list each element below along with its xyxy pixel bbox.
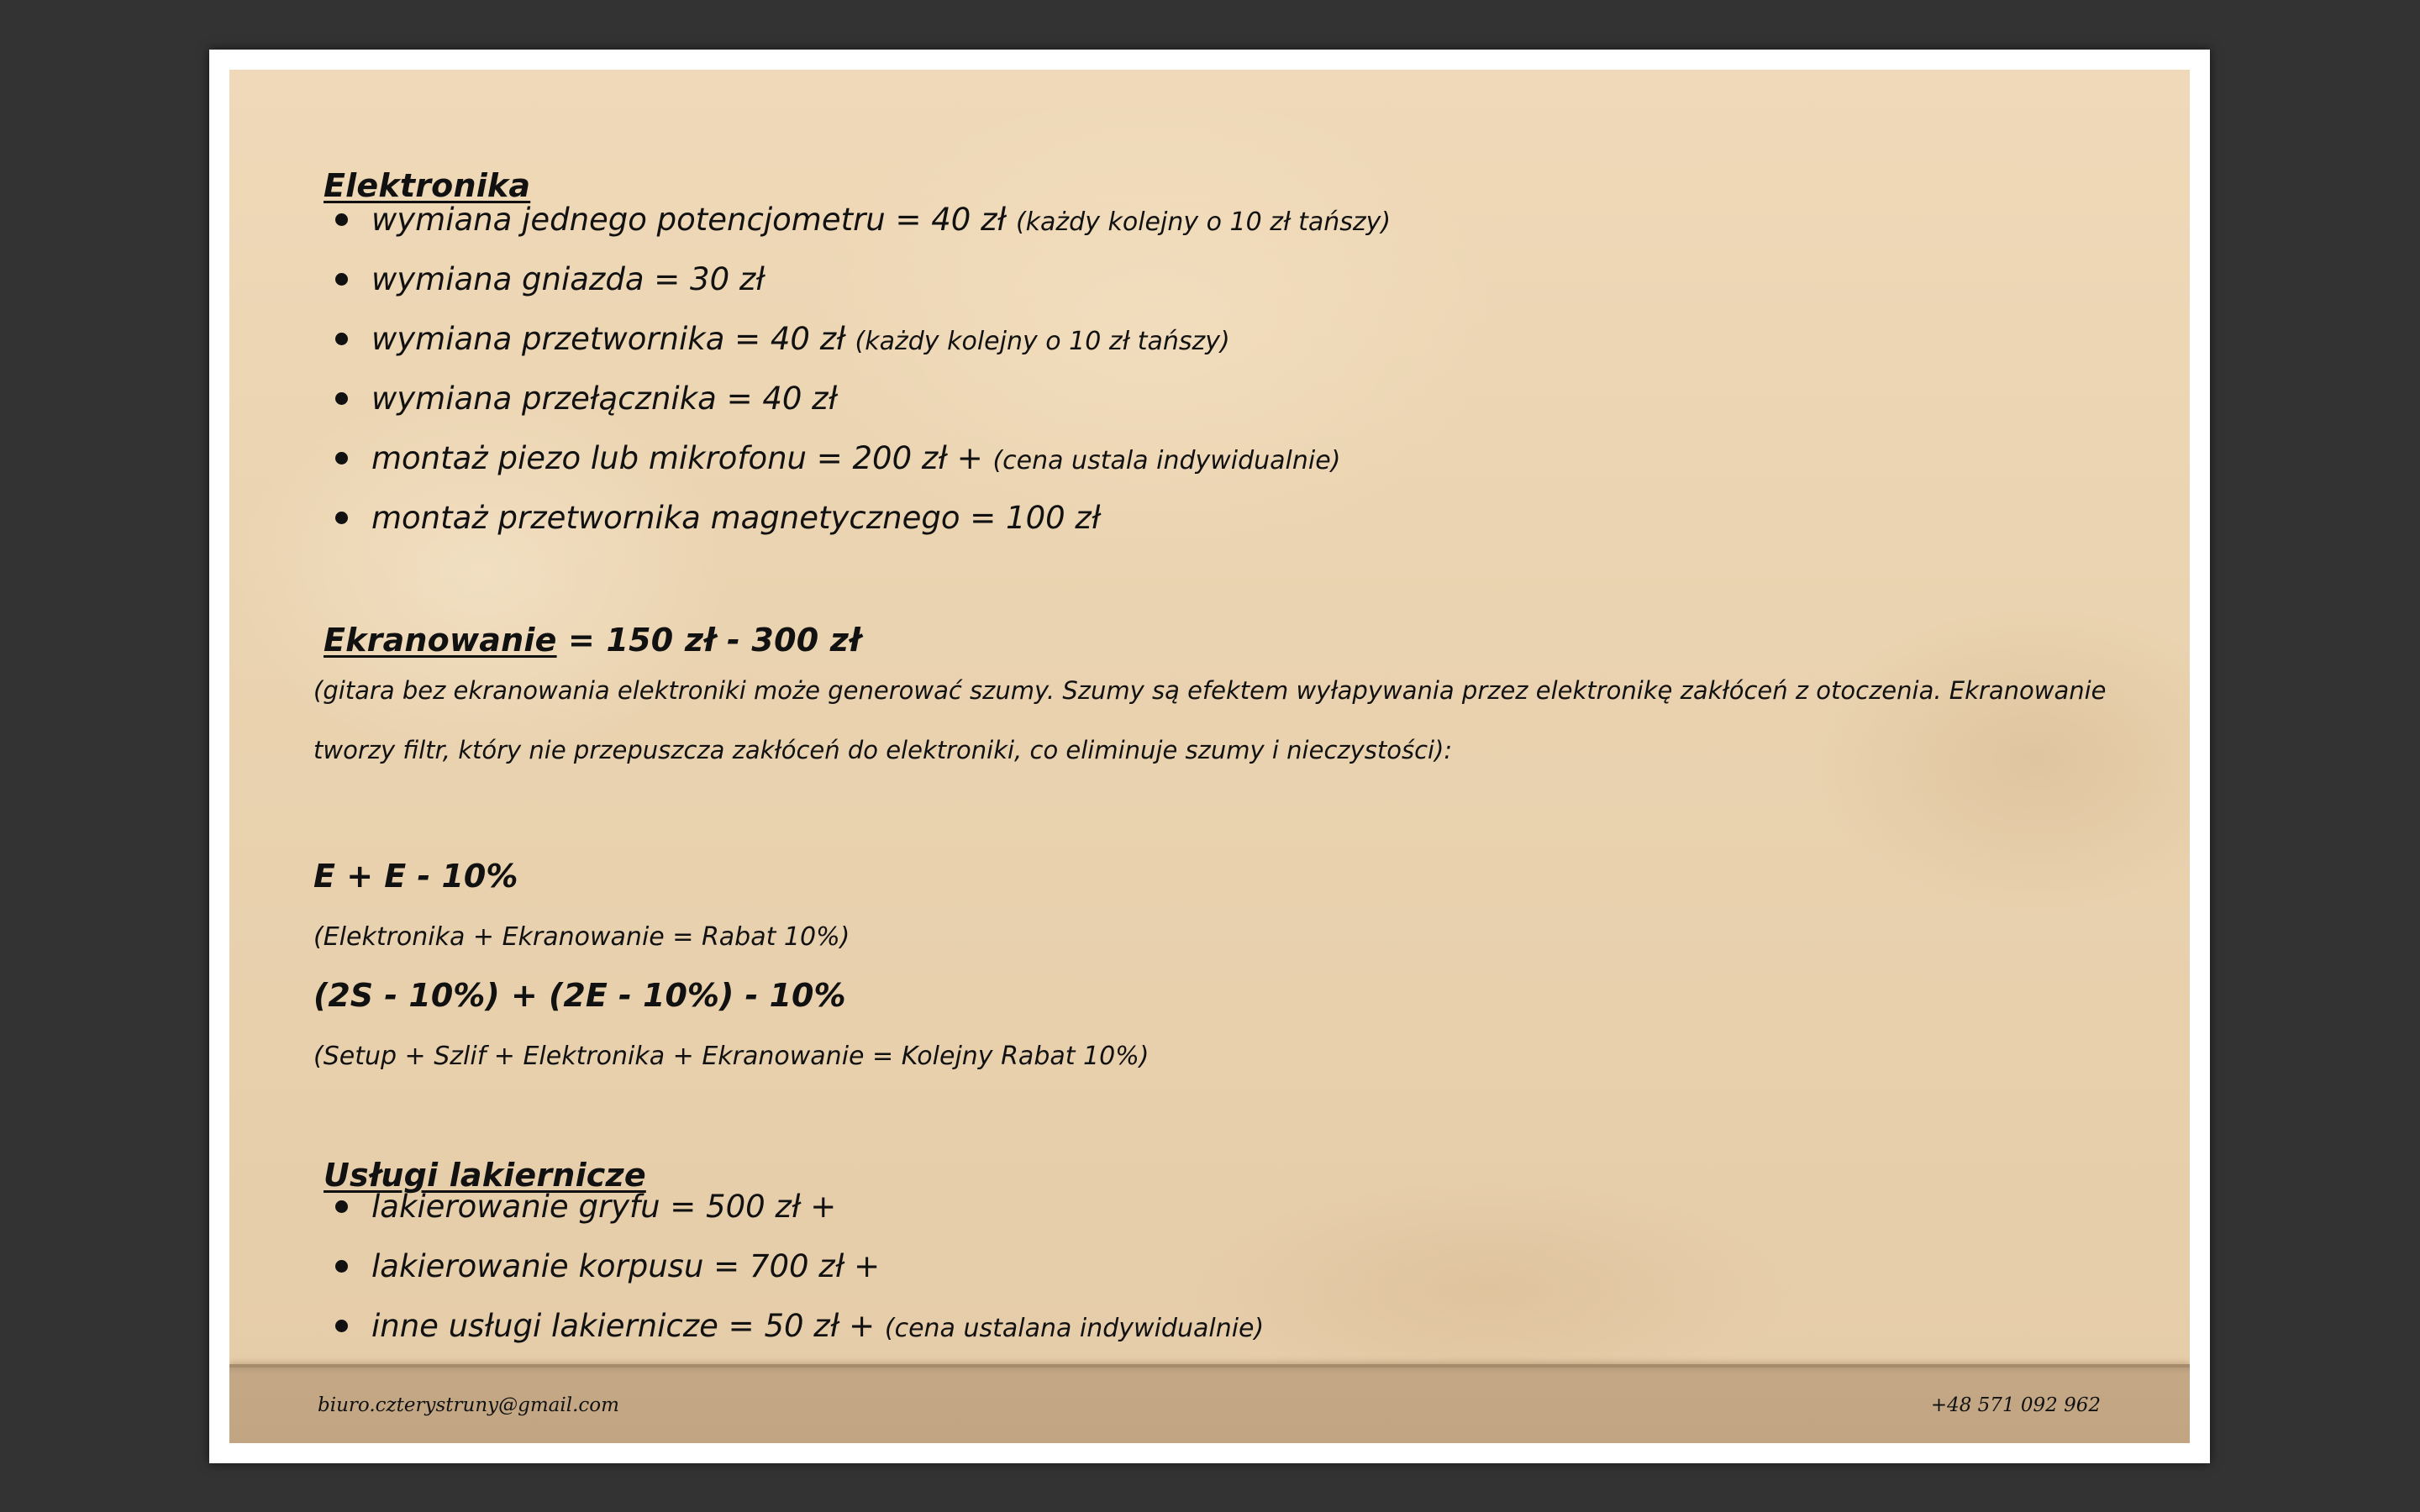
list-item <box>324 1236 1264 1296</box>
shielding-price: = 150 zł - 300 zł <box>556 622 861 659</box>
electronics-list <box>324 190 1391 548</box>
paper-sheet <box>229 70 2190 1443</box>
list-item <box>324 249 1391 309</box>
page-frame <box>209 50 2210 1463</box>
item-note: (każdy kolejny o 10 zł tańszy) <box>855 327 1230 356</box>
footer-phone-link[interactable]: +48 571 092 962 <box>1930 1394 2101 1416</box>
item-text: lakierowanie gryfu = 500 zł + <box>371 1189 837 1225</box>
discount-formula-1: E + E - 10% <box>313 858 518 895</box>
list-item <box>324 309 1391 369</box>
list-item <box>324 1177 1264 1236</box>
bullet-icon <box>335 333 348 345</box>
bullet-icon <box>335 1200 348 1213</box>
item-text: wymiana jednego potencjometru = 40 zł <box>371 202 1007 238</box>
shielding-description-line-2: tworzy filtr, który nie przepuszcza zakłóceń do elektroniki, co eliminuje szumy i nieczystości): <box>313 736 1453 764</box>
electronics-heading-text: Elektronika <box>324 167 531 204</box>
bullet-icon <box>335 512 348 524</box>
price-list-content <box>229 70 2190 1368</box>
item-text: inne usługi lakiernicze = 50 zł + <box>371 1308 876 1344</box>
item-text: wymiana przełącznika = 40 zł <box>371 381 838 417</box>
item-text: lakierowanie korpusu = 700 zł + <box>371 1248 881 1284</box>
shielding-heading <box>324 622 861 659</box>
discount-formula-1-note: (Elektronika + Ekranowanie = Rabat 10%) <box>313 922 850 952</box>
item-text: montaż przetwornika magnetycznego = 100 zł <box>371 500 1101 536</box>
item-text: wymiana gniazda = 30 zł <box>371 261 765 297</box>
shielding-description-line-1: (gitara bez ekranowania elektroniki może generować szumy. Szumy są efektem wyłapywania przez elektronikę zakłóceń z otoczenia. Ekranowanie <box>313 676 2107 705</box>
bullet-icon <box>335 1260 348 1273</box>
discount-formula-2: (2S - 10%) + (2E - 10%) - 10% <box>313 977 846 1014</box>
lacquer-heading-text: Usługi lakiernicze <box>324 1157 646 1194</box>
shielding-heading-text: Ekranowanie <box>324 622 557 659</box>
list-item <box>324 190 1391 249</box>
bullet-icon <box>335 452 348 465</box>
item-note: (każdy kolejny o 10 zł tańszy) <box>1015 207 1392 237</box>
bullet-icon <box>335 392 348 405</box>
list-item <box>324 369 1391 428</box>
item-text: montaż piezo lub mikrofonu = 200 zł + <box>371 440 983 476</box>
bullet-icon <box>335 273 348 286</box>
list-item <box>324 488 1391 548</box>
bullet-icon <box>335 1320 348 1332</box>
item-text: wymiana przetwornika = 40 zł <box>371 321 845 357</box>
discount-formula-2-note: (Setup + Szlif + Elektronika + Ekranowanie = Kolejny Rabat 10%) <box>313 1042 1150 1071</box>
footer-email-link[interactable]: biuro.czterystruny@gmail.com <box>318 1394 619 1416</box>
item-note: (cena ustalana indywidualnie) <box>884 1314 1265 1343</box>
item-note: (cena ustala indywidualnie) <box>992 446 1341 475</box>
list-item <box>324 428 1391 488</box>
bullet-icon <box>335 213 348 226</box>
lacquer-list <box>324 1177 1264 1356</box>
footer-bar <box>229 1364 2190 1443</box>
list-item <box>324 1296 1264 1356</box>
